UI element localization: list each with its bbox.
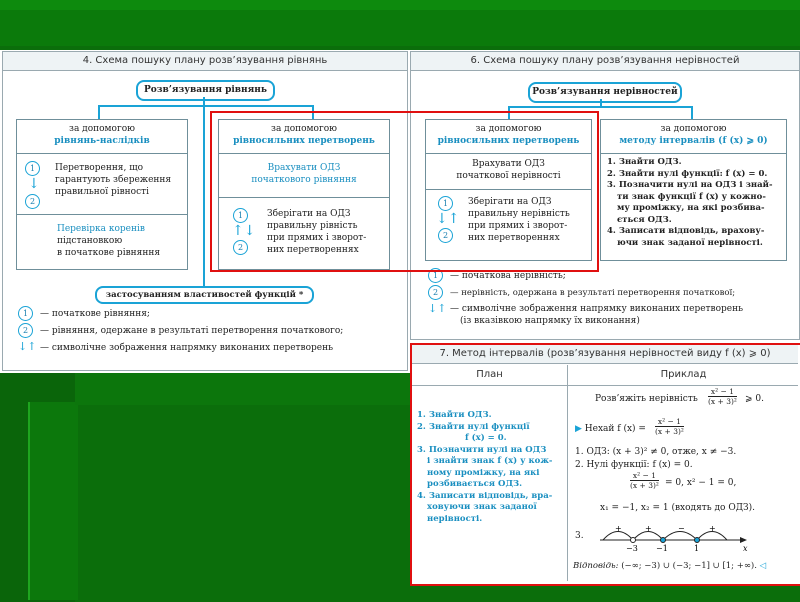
axis-arrow-icon — [740, 537, 747, 543]
axis-label: −1 — [656, 544, 668, 553]
step: 3. Позначити нулі на ОДЗ і знай- — [607, 180, 773, 190]
step: 4. Записати відповідь, врахову- — [607, 226, 765, 236]
fraction — [655, 417, 684, 436]
panel-header: 4. Схема пошуку плану розв’язування рівнянь — [3, 52, 407, 71]
end-triangle-icon: ◁ — [759, 561, 767, 571]
title-line: рівносильних перетворень — [233, 136, 375, 146]
legend-row — [428, 285, 798, 302]
let-text: Нехай f (x) = — [584, 424, 646, 434]
sign-label: + — [645, 524, 652, 533]
title-line: рівнянь-наслідків — [54, 136, 150, 146]
root-node: Розв’язування нерівностей — [528, 82, 682, 103]
sign-label: + — [709, 524, 716, 533]
title-line: за допомогою — [271, 124, 337, 134]
text-line: Перевірка коренів — [57, 224, 145, 234]
text-line: початкового рівняння — [251, 175, 357, 185]
number-1-circle: 1 — [18, 306, 33, 321]
example-column-header: Приклад — [660, 369, 707, 380]
denominator: (x + 3)² — [630, 481, 659, 490]
interval-method-box — [600, 119, 787, 261]
number-1-circle: 1 — [438, 196, 453, 211]
text-line: правильної рівності — [55, 187, 149, 197]
arrows-up-down-icon: ↑↓ — [232, 223, 256, 239]
plan-step: розбивається ОДЗ. — [427, 479, 523, 489]
legend-text: — символічне зображення напрямку виконаних перетворень — [450, 304, 743, 314]
task-line — [595, 393, 698, 405]
step: 1. Знайти ОДЗ. — [607, 157, 682, 167]
number-2-circle: 2 — [25, 194, 40, 209]
connector — [203, 105, 205, 290]
step: ється ОДЗ. — [617, 214, 672, 225]
text-line: в початкове рівняння — [57, 248, 160, 258]
plan-step: ховуючи знак заданої — [427, 502, 537, 512]
number-1-circle: 1 — [233, 208, 248, 223]
functions-node: застосуванням властивостей функцій * — [95, 286, 314, 304]
plan-step: 1. Знайти ОДЗ. — [417, 410, 492, 420]
legend-text: — початкове рівняння; — [40, 309, 150, 319]
step-3: 3. — [575, 531, 584, 541]
title-line: рівносильних перетворень — [437, 136, 580, 146]
text-line: них перетвореннях — [267, 245, 359, 255]
connector — [691, 106, 693, 119]
text-line: Зберігати на ОДЗ — [267, 209, 351, 219]
legend-text: — початкова нерівність; — [450, 271, 566, 281]
plan-step: f (x) = 0. — [465, 433, 507, 443]
denominator: (x + 3)² — [655, 427, 684, 436]
step: ти знак функції f (x) у кожно- — [617, 191, 766, 202]
transform-text — [55, 162, 171, 198]
legend-text: — нерівність, одержана в результаті перетворення початкової; — [450, 288, 736, 298]
open-point — [631, 538, 636, 543]
legend-text: — символічне зображення напрямку виконаних перетворень — [40, 343, 333, 353]
equation-tail: = 0, x² − 1 = 0, — [665, 478, 737, 488]
closed-point — [695, 538, 700, 543]
number-2-circle: 2 — [438, 228, 453, 243]
inequalities-legend — [428, 268, 798, 328]
legend-text: — рівняння, одержане в результаті перетворення початкового; — [40, 326, 344, 336]
consequence-method-box — [16, 119, 188, 270]
step: 2. Знайти нулі функції: f (x) = 0. — [607, 168, 768, 179]
top-green-strip — [0, 0, 800, 10]
root-check-block — [17, 215, 187, 259]
fraction — [708, 387, 737, 406]
equations-legend — [18, 306, 403, 357]
plan-step: 2. Знайти нулі функції — [417, 421, 530, 432]
plan-list — [417, 410, 565, 525]
number-2-circle: 2 — [18, 323, 33, 338]
text-line: гарантують збереження — [55, 175, 172, 185]
table-header — [412, 365, 798, 386]
text-line: Перетворення, що — [55, 163, 143, 173]
text-line: початкової нерівності — [456, 171, 561, 181]
text-line: при прямих і зворот- — [267, 233, 367, 243]
sign-label: − — [678, 524, 685, 533]
plan-step: 4. Записати відповідь, вра- — [417, 490, 553, 501]
root-node: Розв’язування рівнянь — [136, 80, 275, 101]
triangle-icon: ▶ — [575, 424, 582, 434]
column-divider — [567, 365, 568, 581]
step: му проміжку, на які розбива- — [617, 203, 765, 213]
numerator: x² − 1 — [655, 417, 684, 427]
number-2-circle: 2 — [428, 285, 443, 300]
step: ючи знак заданої нерівності. — [617, 237, 763, 248]
plan-step: 3. Позначити нулі на ОДЗ — [417, 444, 547, 455]
axis-label: x — [743, 544, 748, 553]
number-line — [595, 515, 755, 553]
text-line: Зберігати на ОДЗ — [468, 197, 552, 207]
closed-point — [661, 538, 666, 543]
legend-row — [18, 306, 403, 323]
answer-label: Відповідь: — [573, 561, 619, 571]
axis-label: 1 — [694, 544, 700, 553]
axis-label: −3 — [626, 544, 638, 553]
number-2-circle: 2 — [233, 240, 248, 255]
connector — [98, 105, 100, 119]
title-line: за допомогою — [69, 124, 135, 134]
arrow-down-icon: ↓ — [28, 176, 40, 192]
plan-column-header: План — [476, 369, 503, 380]
inequality-sign: ⩾ 0. — [745, 394, 764, 404]
let-line — [575, 423, 646, 435]
legend-text: (із вказівкою напрямку їх виконання) — [460, 316, 640, 326]
legend-row — [428, 302, 798, 315]
text-line: правильну нерівність — [468, 209, 570, 219]
steps-list — [601, 154, 786, 249]
text-line: них перетвореннях — [468, 233, 560, 243]
connector — [600, 99, 602, 107]
plan-step: і знайти знак f (x) у кож- — [427, 456, 553, 466]
sign-label: + — [615, 524, 622, 533]
step-1: 1. ОДЗ: (x + 3)² ≠ 0, отже, x ≠ −3. — [575, 447, 737, 457]
arrows-icon: ↓↑ — [18, 340, 37, 353]
title-line: за допомогою — [475, 124, 542, 134]
title-line: за допомогою — [660, 124, 727, 134]
text-line: правильну рівність — [267, 221, 358, 231]
panel-header: 7. Метод інтервалів (розв’язування нерівностей виду f (x) ⩾ 0) — [412, 345, 798, 364]
panel-header: 6. Схема пошуку плану розв’язування нерівностей — [411, 52, 799, 71]
text-line: підстановкою — [57, 236, 123, 246]
number-1-circle: 1 — [428, 268, 443, 283]
roots: x₁ = −1, x₂ = 1 (входять до ОДЗ). — [600, 503, 755, 513]
legend-row — [428, 315, 798, 328]
green-decoration-2 — [28, 402, 78, 600]
text-line: Врахувати ОДЗ — [472, 159, 545, 169]
plan-step: ному проміжку, на які — [427, 467, 540, 478]
method-title — [601, 120, 786, 154]
answer-value: (−∞; −3) ∪ (−3; −1] ∪ [1; +∞). — [621, 561, 757, 571]
task-label: Розв’яжіть нерівність — [595, 394, 698, 404]
answer-line — [573, 560, 766, 572]
plan-step: нерівності. — [427, 513, 483, 524]
text-line: Врахувати ОДЗ — [267, 163, 341, 173]
legend-row — [18, 323, 403, 340]
numerator: x² − 1 — [708, 387, 737, 397]
arrows-icon: ↓↑ — [428, 302, 447, 315]
transform-block — [17, 154, 187, 215]
title-line: методу інтервалів (f (x) ⩾ 0) — [619, 136, 768, 146]
method-title — [17, 120, 187, 154]
text-line: при прямих і зворот- — [468, 221, 568, 231]
fraction — [630, 471, 659, 490]
number-1-circle: 1 — [25, 161, 40, 176]
denominator: (x + 3)² — [708, 397, 737, 406]
step-2: 2. Нулі функції: f (x) = 0. — [575, 460, 693, 470]
legend-row — [18, 340, 403, 357]
numerator: x² − 1 — [630, 471, 659, 481]
arrows-up-down-icon: ↓↑ — [436, 211, 460, 227]
highlight-frame-top — [210, 111, 599, 272]
connector — [98, 105, 313, 107]
